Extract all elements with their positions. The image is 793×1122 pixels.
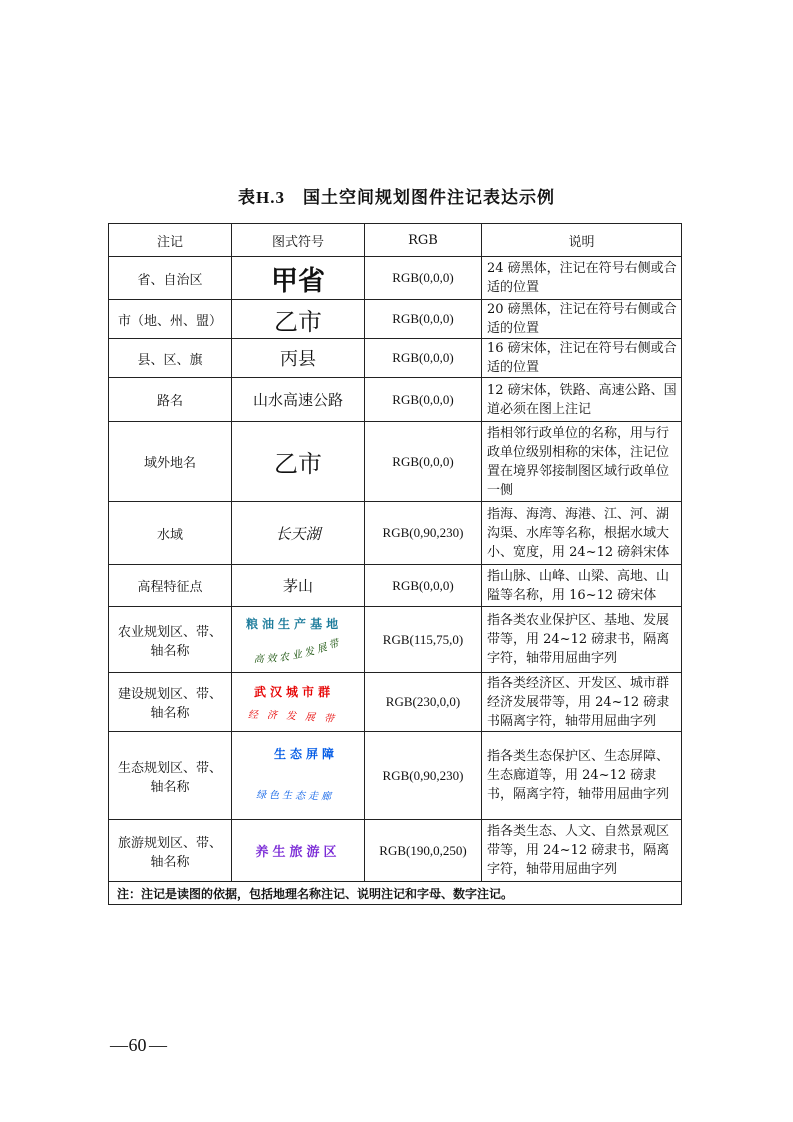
table-title-text: 国土空间规划图件注记表达示例 bbox=[302, 188, 555, 208]
ecology-curved-label bbox=[236, 740, 361, 812]
construction-bottom-text: 经济发展带 bbox=[247, 709, 344, 726]
symbol-text: 乙市 bbox=[274, 450, 322, 478]
symbol-text: 乙市 bbox=[274, 307, 322, 336]
row-symbol bbox=[232, 607, 365, 673]
row-rgb: RGB(230,0,0) bbox=[365, 673, 482, 732]
row-name: 建设规划区、带、轴名称 bbox=[109, 673, 232, 732]
agriculture-bottom-text: 高效农业发展带 bbox=[253, 636, 344, 665]
row-name: 高程特征点 bbox=[109, 565, 232, 607]
page-dash-left: — bbox=[110, 1035, 129, 1055]
page-number bbox=[110, 1035, 165, 1056]
table-title bbox=[0, 183, 793, 208]
row-rgb: RGB(0,90,230) bbox=[365, 502, 482, 565]
row-rgb: RGB(0,0,0) bbox=[365, 257, 482, 300]
row-name: 省、自治区 bbox=[109, 257, 232, 300]
symbol-text: 丙县 bbox=[280, 349, 316, 370]
row-symbol bbox=[232, 502, 365, 565]
row-symbol bbox=[232, 378, 365, 422]
row-symbol bbox=[232, 257, 365, 300]
table-row bbox=[109, 257, 682, 300]
header-symbol: 图式符号 bbox=[232, 224, 365, 257]
ecology-top-text: 生态屏障 bbox=[274, 746, 339, 761]
row-rgb: RGB(0,0,0) bbox=[365, 422, 482, 502]
row-symbol bbox=[232, 820, 365, 882]
table-row bbox=[109, 820, 682, 882]
symbol-text: 养生旅游区 bbox=[255, 845, 341, 860]
row-symbol bbox=[232, 732, 365, 820]
symbol-text: 山水高速公路 bbox=[252, 391, 343, 409]
row-name: 水域 bbox=[109, 502, 232, 565]
row-rgb: RGB(115,75,0) bbox=[365, 607, 482, 673]
row-name: 旅游规划区、带、轴名称 bbox=[109, 820, 232, 882]
table-footnote: 注：注记是读图的依据，包括地理名称注记、说明注记和字母、数字注记。 bbox=[109, 882, 682, 905]
row-desc: 指各类农业保护区、基地、发展带等，用 24~12 磅隶书，隔离字符，轴带用屈曲字列 bbox=[482, 607, 682, 673]
table-row bbox=[109, 378, 682, 422]
row-symbol bbox=[232, 422, 365, 502]
page-number-value: 60 bbox=[128, 1035, 147, 1055]
row-desc: 16 磅宋体，注记在符号右侧或合适的位置 bbox=[482, 339, 682, 378]
symbol-text: 长天湖 bbox=[275, 524, 321, 543]
annotation-table bbox=[108, 223, 682, 905]
row-rgb: RGB(0,0,0) bbox=[365, 339, 482, 378]
row-desc: 20 磅黑体，注记在符号右侧或合适的位置 bbox=[482, 300, 682, 339]
row-name: 生态规划区、带、轴名称 bbox=[109, 732, 232, 820]
header-desc: 说明 bbox=[482, 224, 682, 257]
row-name: 域外地名 bbox=[109, 422, 232, 502]
row-desc: 指各类生态保护区、生态屏障、生态廊道等，用 24~12 磅隶书，隔离字符，轴带用屈曲字列 bbox=[482, 732, 682, 820]
header-note: 注记 bbox=[109, 224, 232, 257]
row-name: 路名 bbox=[109, 378, 232, 422]
page-dash-right: — bbox=[146, 1035, 165, 1055]
ecology-bottom-text: 绿色生态走廊 bbox=[255, 789, 335, 803]
table-row bbox=[109, 502, 682, 565]
row-name: 县、区、旗 bbox=[109, 339, 232, 378]
header-rgb: RGB bbox=[365, 224, 482, 257]
row-symbol bbox=[232, 339, 365, 378]
construction-curved-label bbox=[236, 676, 361, 728]
row-desc: 指山脉、山峰、山梁、高地、山隘等名称，用 16~12 磅宋体 bbox=[482, 565, 682, 607]
row-desc: 24 磅黑体，注记在符号右侧或合适的位置 bbox=[482, 257, 682, 300]
table-row bbox=[109, 607, 682, 673]
table-row bbox=[109, 565, 682, 607]
table-header-row bbox=[109, 224, 682, 257]
table-row bbox=[109, 339, 682, 378]
row-rgb: RGB(190,0,250) bbox=[365, 820, 482, 882]
row-desc: 指各类生态、人文、自然景观区带等，用 24~12 磅隶书，隔离字符，轴带用屈曲字列 bbox=[482, 820, 682, 882]
row-symbol bbox=[232, 673, 365, 732]
row-rgb: RGB(0,0,0) bbox=[365, 565, 482, 607]
row-symbol bbox=[232, 300, 365, 339]
row-name: 农业规划区、带、轴名称 bbox=[109, 607, 232, 673]
row-rgb: RGB(0,0,0) bbox=[365, 300, 482, 339]
row-rgb: RGB(0,0,0) bbox=[365, 378, 482, 422]
table-row bbox=[109, 673, 682, 732]
row-desc: 指海、海湾、海港、江、河、湖沟渠、水库等名称，根据水域大小、宽度，用 24~12 磅斜宋体 bbox=[482, 502, 682, 565]
table-row bbox=[109, 422, 682, 502]
footnote-row bbox=[109, 882, 682, 905]
agriculture-curved-label bbox=[236, 610, 361, 670]
agriculture-top-text: 粮油生产基地 bbox=[246, 616, 343, 631]
row-rgb: RGB(0,90,230) bbox=[365, 732, 482, 820]
table-code: 表H.3 bbox=[238, 188, 285, 207]
table-row bbox=[109, 732, 682, 820]
row-desc: 指相邻行政单位的名称，用与行政单位级别相称的宋体，注记位置在境界邻接制图区域行政单位一侧 bbox=[482, 422, 682, 502]
symbol-text: 茅山 bbox=[282, 577, 313, 595]
row-desc: 12 磅宋体，铁路、高速公路、国道必须在图上注记 bbox=[482, 378, 682, 422]
row-symbol bbox=[232, 565, 365, 607]
table-row bbox=[109, 300, 682, 339]
symbol-text: 甲省 bbox=[271, 265, 325, 297]
row-desc: 指各类经济区、开发区、城市群经济发展带等，用 24~12 磅隶书隔离字符，轴带用屈曲字列 bbox=[482, 673, 682, 732]
row-name: 市（地、州、盟） bbox=[109, 300, 232, 339]
construction-top-text: 武汉城市群 bbox=[254, 685, 335, 699]
